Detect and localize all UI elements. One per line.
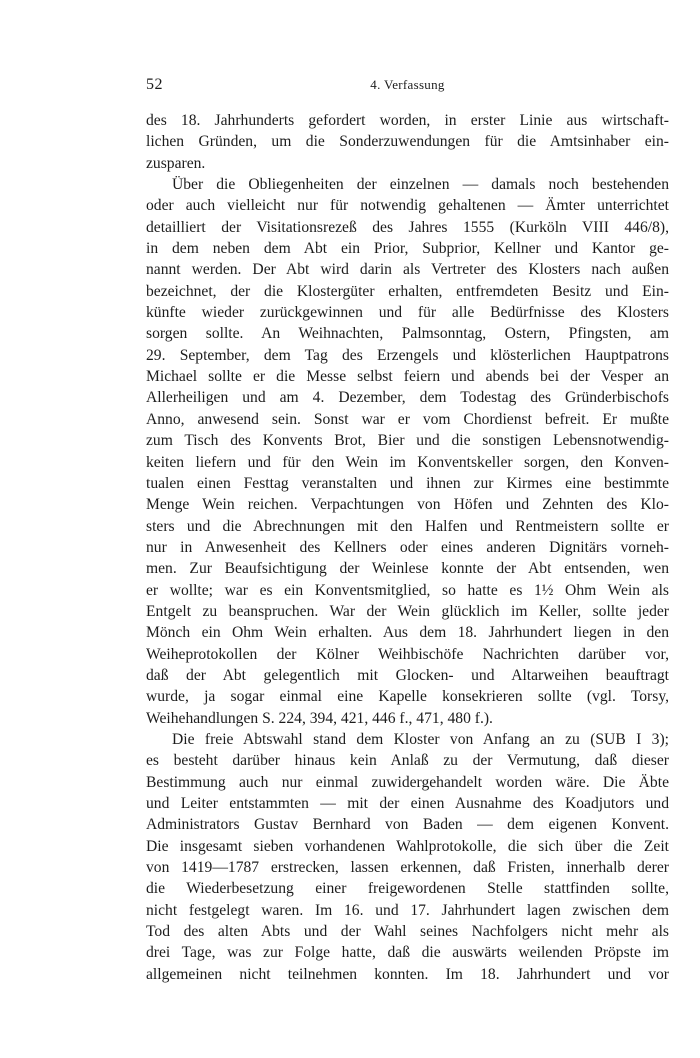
text-line: allgemeinen nicht teilnehmen konnten. Im 18. Jahrhundert und vor <box>146 965 669 983</box>
text-line: zusparen. <box>146 154 206 172</box>
text-line: Weiheprotokollen der Kölner Weihbischöfe Nachrichten darüber vor, <box>146 645 669 663</box>
running-head <box>146 76 669 98</box>
text-line: nannt werden. Der Abt wird darin als Vertreter des Klosters nach außen <box>146 261 669 279</box>
text-line: des 18. Jahrhunderts gefordert worden, in erster Linie aus wirtschaft- <box>146 112 669 129</box>
text-line: es besteht darüber hinaus kein Anlaß zu der Vermutung, daß dieser <box>146 752 669 770</box>
text-line: lichen Gründen, um die Sonderzuwendungen für die Amtsinhaber ein- <box>146 133 669 151</box>
book-page <box>146 0 669 1058</box>
text-line: daß der Abt gelegentlich mit Glocken- und Altarweihen beauftragt <box>146 666 669 684</box>
text-line: Tod des alten Abts und der Wahl seines Nachfolgers nicht mehr als <box>146 923 669 941</box>
text-line: sters und die Abrechnungen mit den Halfen und Rentmeistern sollte er <box>146 517 669 535</box>
text-line: Weihehandlungen S. 224, 394, 421, 446 f., 471, 480 f.). <box>146 709 493 727</box>
text-line: Mönch ein Ohm Wein erhalten. Aus dem 18. Jahrhundert liegen in den <box>146 624 669 642</box>
chapter-title: 4. Verfassung <box>370 77 445 92</box>
text-line: men. Zur Beaufsichtigung der Weinlese konnte der Abt entsenden, wen <box>146 560 669 578</box>
text-line: Entgelt zu beanspruchen. War der Wein glücklich im Keller, sollte jeder <box>146 602 669 620</box>
text-line: keiten liefern und für den Wein im Konventskeller sorgen, den Konven- <box>146 453 669 471</box>
text-line: Anno, anwesend sein. Sonst war er vom Chordienst befreit. Er mußte <box>146 410 669 428</box>
text-line: 29. September, dem Tag des Erzengels und klösterlichen Hauptpatrons <box>146 346 669 364</box>
text-line: Menge Wein reichen. Verpachtungen von Höfen und Zehnten des Klo- <box>146 496 669 514</box>
text-line: Die freie Abtswahl stand dem Kloster von Anfang an zu (SUB I 3); <box>172 730 669 748</box>
page-number: 52 <box>146 76 163 93</box>
text-line: tualen einen Festtag veranstalten und ihnen zur Kirmes eine bestimmte <box>146 474 669 492</box>
text-line: die Wiederbesetzung einer freigewordenen Stelle stattfinden sollte, <box>146 880 669 898</box>
text-line: künfte wieder zurückgewinnen und für alle Bedürfnisse des Klosters <box>146 304 669 322</box>
text-line: nur in Anwesenheit des Kellners oder eines anderen Dignitärs vorneh- <box>146 538 669 556</box>
text-line: Michael sollte er die Messe selbst feiern und abends bei der Vesper an <box>146 368 669 386</box>
text-line: nicht festgelegt waren. Im 16. und 17. Jahrhundert lagen zwischen dem <box>146 901 669 919</box>
text-line: zum Tisch des Konvents Brot, Bier und die sonstigen Lebensnotwendig- <box>146 432 669 450</box>
text-line: bezeichnet, der die Klostergüter erhalten, entfremdeten Besitz und Ein- <box>146 282 669 300</box>
text-line: Administrators Gustav Bernhard von Baden — dem eigenen Konvent. <box>146 816 669 834</box>
text-line: wurde, ja sogar einmal eine Kapelle konsekrieren sollte (vgl. Torsy, <box>146 688 669 706</box>
text-line: er wollte; war es ein Konventsmitglied, so hatte es 1½ Ohm Wein als <box>146 581 669 599</box>
text-line: und Leiter entstammten — mit der einen Ausnahme des Koadjutors und <box>146 795 669 812</box>
text-line: in dem neben dem Abt ein Prior, Subprior, Kellner und Kantor ge- <box>146 240 669 258</box>
text-line: drei Tage, was zur Folge hatte, daß die auswärts weilenden Pröpste im <box>146 944 669 962</box>
text-line: detailliert der Visitationsrezeß des Jahres 1555 (Kurköln VIII 446/8), <box>146 218 669 236</box>
text-line: Die insgesamt sieben vorhandenen Wahlprotokolle, die sich über die Zeit <box>146 837 669 855</box>
text-line: von 1419—1787 erstrecken, lassen erkennen, daß Fristen, innerhalb derer <box>146 859 669 877</box>
text-line: Allerheiligen und am 4. Dezember, dem Todestag des Gründerbischofs <box>146 389 669 407</box>
body-text <box>146 110 669 985</box>
text-line: Bestimmung auch nur einmal zuwidergehandelt worden wäre. Die Äbte <box>146 773 669 791</box>
text-line: oder auch vielleicht nur für notwendig gehaltenen — Ämter unterrichtet <box>146 197 669 215</box>
text-line: sorgen sollte. An Weihnachten, Palmsonntag, Ostern, Pfingsten, am <box>146 325 669 343</box>
text-line: Über die Obliegenheiten der einzelnen — damals noch bestehenden <box>172 176 669 194</box>
